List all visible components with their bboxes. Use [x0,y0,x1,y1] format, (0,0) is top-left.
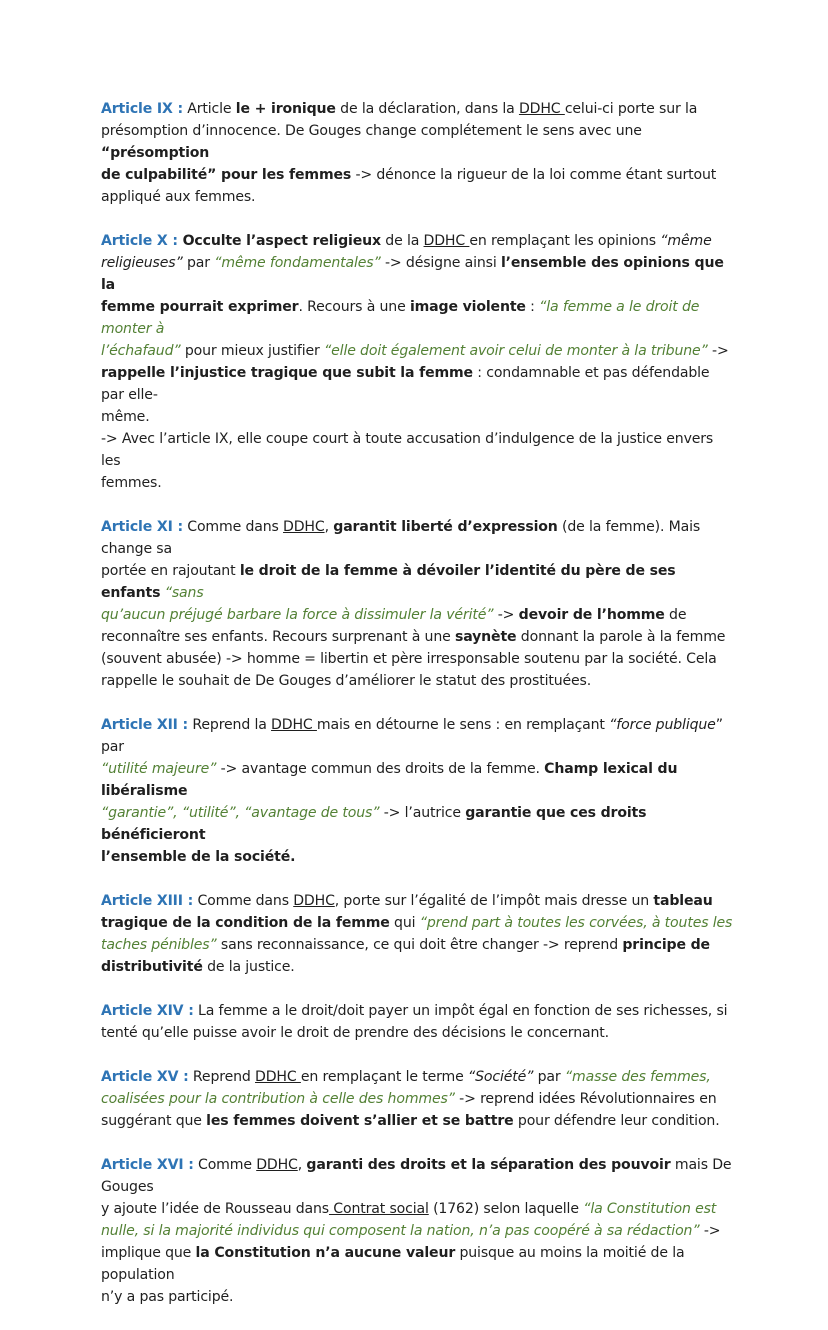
text-run: , porte sur l’égalité de l’impôt mais dresse un [334,893,654,909]
bold-text: tragique de la condition de la femme [101,915,390,931]
underlined-reference: DDHC [518,101,565,117]
text-run: même. [101,409,150,425]
bold-text: tableau [653,893,713,909]
bold-text: principe de [622,937,710,953]
text-line [101,912,733,934]
text-run: présomption d’innocence. De Gouges change complétement le sens avec une [101,123,642,139]
text-line [101,98,733,120]
text-run: par [533,1069,565,1085]
text-line [101,1286,733,1308]
text-line [101,164,733,186]
bold-text: femme pourrait exprimer [101,299,299,315]
italic-text: religieuses” [101,255,183,271]
text-run: en remplaçant le terme [300,1069,468,1085]
text-line [101,956,733,978]
text-line [101,1022,733,1044]
text-run: de la déclaration, dans la [335,101,519,117]
bold-text: la Constitution n’a aucune valeur [195,1245,456,1261]
text-run: Reprend la [188,717,272,733]
text-line [101,230,733,252]
bold-text: saynète [454,629,517,645]
bold-text: le + ironique [235,101,336,117]
article-paragraph [101,1000,733,1044]
bold-text: devoir de l’homme [518,607,665,623]
text-run: Reprend [188,1069,256,1085]
article-paragraph [101,1066,733,1132]
text-run: implique que [101,1245,196,1261]
text-run: celui-ci porte sur la [564,101,698,117]
bold-text: le droit de la femme à dévoiler l’identité du père de ses enfants [101,563,676,601]
article-label: Article X : [101,233,178,249]
bold-text: l’ensemble de la société. [101,849,296,865]
text-run: ” par [101,717,723,755]
underlined-reference: DDHC [255,1069,301,1085]
text-line [101,406,733,428]
text-run: . Recours à une [298,299,410,315]
quotation: “garantie”, “utilité”, “avantage de tous” [101,805,380,821]
article-paragraph [101,516,733,692]
text-run: -> [493,607,519,623]
text-run: -> l’autrice [379,805,466,821]
text-run: pour défendre leur condition. [513,1113,720,1129]
text-run: La femme a le droit/doit payer un impôt égal en fonction de ses richesses, si [193,1003,728,1019]
text-run: en remplaçant les opinions [469,233,661,249]
text-line [101,846,733,868]
underlined-reference: Contrat social [328,1201,429,1217]
text-run: -> [699,1223,721,1239]
text-line [101,758,733,802]
text-run: pour mieux justifier [180,343,324,359]
text-line [101,1000,733,1022]
bold-text: garantit liberté d’expression [333,519,558,535]
text-run: (souvent abusée) -> homme = libertin et père irresponsable soutenu par la société. Cela [101,651,717,667]
text-run: tenté qu’elle puisse avoir le droit de prendre des décisions le concernant. [101,1025,609,1041]
text-run: Comme dans [193,893,294,909]
quotation: “prend part à toutes les corvées, à toutes les [419,915,733,931]
text-run: sans reconnaissance, ce qui doit être changer -> reprend [216,937,623,953]
quotation: “la Constitution est [583,1201,717,1217]
text-run: reconnaître ses enfants. Recours surprenant à une [101,629,455,645]
bold-text: “présomption [101,145,210,161]
text-line [101,1198,733,1220]
text-line [101,252,733,296]
italic-text: “force publique [609,717,716,733]
text-run: de la justice. [202,959,295,975]
text-run: mais en détourne le sens : en remplaçant [316,717,610,733]
quotation: “utilité majeure” [101,761,217,777]
text-run: portée en rajoutant [101,563,240,579]
text-run: donnant la parole à la femme [516,629,726,645]
text-line [101,1242,733,1286]
text-run: appliqué aux femmes. [101,189,256,205]
bold-text: Champ lexical du libéralisme [101,761,678,799]
text-line [101,296,733,340]
quotation: “même fondamentales” [214,255,381,271]
text-line [101,340,733,362]
text-run: rappelle le souhait de De Gouges d’améliorer le statut des prostituées. [101,673,592,689]
bold-text: garantie que ces droits bénéficieront [101,805,647,843]
text-run: -> dénonce la rigueur de la loi comme étant surtout [351,167,717,183]
text-line [101,1154,733,1198]
text-line [101,472,733,494]
text-run: : condamnable et pas défendable par elle- [101,365,710,403]
quotation: “sans [164,585,204,601]
text-line [101,428,733,472]
text-line [101,604,733,626]
article-label: Article XVI : [101,1157,194,1173]
text-line [101,186,733,208]
quotation: nulle, si la majorité individus qui composent la nation, n’a pas coopéré à sa rédaction” [101,1223,700,1239]
text-run: , [324,519,334,535]
text-line [101,890,733,912]
article-paragraph [101,1154,733,1308]
text-run: (de la femme). Mais change sa [101,519,701,557]
text-line [101,1066,733,1088]
text-line [101,670,733,692]
text-run: par [182,255,215,271]
text-run: femmes. [101,475,162,491]
text-line [101,1088,733,1110]
text-run: y ajoute l’idée de Rousseau dans [101,1201,329,1217]
underlined-reference: DDHC [271,717,317,733]
document-page [101,98,733,1330]
text-run: : [525,299,540,315]
text-run: qui [389,915,420,931]
bold-text: de culpabilité” pour les femmes [101,167,352,183]
text-run: , [297,1157,307,1173]
text-line [101,802,733,846]
bold-text: image violente [409,299,526,315]
quotation: “masse des femmes, [564,1069,711,1085]
text-run: -> avantage commun des droits de la femme. [216,761,545,777]
text-run: de [664,607,687,623]
text-run: -> Avec l’article IX, elle coupe court à toute accusation d’indulgence de la justice envers les [101,431,714,469]
article-label: Article XI : [101,519,183,535]
text-run: mais De Gouges [101,1157,732,1195]
quotation: “elle doit également avoir celui de monter à la tribune” [324,343,708,359]
bold-text: garanti des droits et la séparation des pouvoir [306,1157,671,1173]
text-run: -> reprend idées Révolutionnaires en [454,1091,717,1107]
text-run: -> [707,343,729,359]
text-line [101,516,733,560]
text-line [101,1110,733,1132]
article-paragraph [101,98,733,208]
underlined-reference: DDHC [293,893,335,909]
underlined-reference: DDHC [423,233,470,249]
text-run: n’y a pas participé. [101,1289,234,1305]
text-run: suggérant que [101,1113,207,1129]
quotation: qu’aucun préjugé barbare la force à dissimuler la vérité” [101,607,494,623]
text-line [101,120,733,164]
article-label: Article XV : [101,1069,189,1085]
text-run: de la [380,233,424,249]
article-label: Article XII : [101,717,189,733]
text-line [101,934,733,956]
bold-text: Occulte l’aspect religieux [177,233,381,249]
article-paragraph [101,230,733,494]
text-run: Article [182,101,236,117]
bold-text: les femmes doivent s’allier et se battre [206,1113,514,1129]
bold-text: l’ensemble des opinions que la [101,255,724,293]
article-paragraph [101,890,733,978]
text-line [101,648,733,670]
article-label: Article XIII : [101,893,194,909]
text-run: (1762) selon laquelle [428,1201,584,1217]
article-label: Article IX : [101,101,183,117]
text-line [101,714,733,758]
text-line [101,362,733,406]
quotation: taches pénibles” [101,937,217,953]
bold-text: rappelle l’injustice tragique que subit la femme [101,365,473,381]
text-line [101,1220,733,1242]
text-run: Comme dans [182,519,284,535]
quotation: coalisées pour la contribution à celle des hommes” [101,1091,455,1107]
text-line [101,560,733,604]
underlined-reference: DDHC [283,519,325,535]
quotation: l’échafaud” [101,343,181,359]
text-line [101,626,733,648]
article-paragraph [101,714,733,868]
article-label: Article XIV : [101,1003,194,1019]
text-run: puisque au moins la moitié de la population [101,1245,685,1283]
text-run: Comme [193,1157,257,1173]
italic-text: “même [660,233,712,249]
underlined-reference: DDHC [256,1157,298,1173]
bold-text: distributivité [101,959,203,975]
quotation: “la femme a le droit de monter à [101,299,700,337]
text-run: -> désigne ainsi [380,255,501,271]
italic-text: “Société” [467,1069,534,1085]
